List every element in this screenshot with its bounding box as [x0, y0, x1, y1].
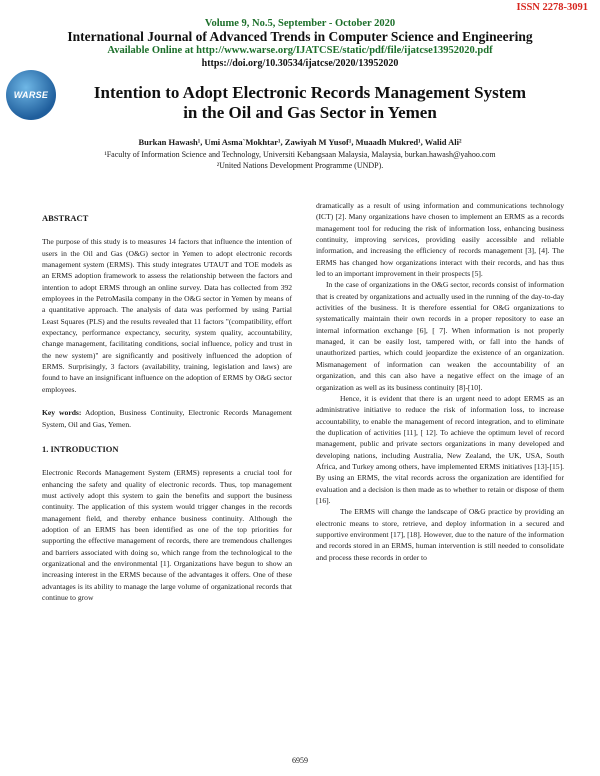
introduction-text: Electronic Records Management System (ERMS) represents a crucial tool for enhancing the safety and quality of electronic records. Thus, top management must actively adopt this system to gain the benefits and support the business continuity. The application of this system would trigger changes in the records management field, and thereby enhance business continuity. Although the adoption of an ERMS has been identified as one of the top priorities for supporting the effective management of records, there are tremendous challenges and barriers associated with doing so, which range from the technological to the organizational and the environmental [1]. Organizations have begun to show an increasing interest in the ERMS because of the advantages it offers. One of these advantages is its ability to manage the large volume of organizational records that continue to grow	[42, 468, 292, 602]
paragraph-3: Hence, it is evident that there is an urgent need to adopt ERMS as an administrative initiative to reduce the risk of information loss, to increase accountability, to enable the management of record integration, and to eliminate the duplication of activities [11], [ 12]. To achieve the optimum level of record management, public and private sectors organizations in many developed and developing nations, including Australia, New Zealand, the UK, USA, South Africa, and Turkey among others, have implemented ERMS initiatives [13]-[15]. By using an ERMS, the vital records across the organization are identified for evaluation and a decision is then made as to whether to retain or dispose of them [16].	[316, 393, 564, 505]
right-column	[316, 200, 564, 563]
affiliation-2: ²United Nations Development Programme (UNDP).	[216, 161, 384, 170]
keywords-text: Adoption, Business Continuity, Electronic Records Management System, Oil and Gas, Yemen.	[42, 408, 292, 429]
affiliation-1: ¹Faculty of Information Science and Technology, Universiti Kebangsaan Malaysia, Malaysia, burkan.hawash@yahoo.com	[104, 150, 496, 159]
logo-text: WARSE	[13, 90, 49, 100]
keywords	[42, 407, 292, 430]
title-line-1: Intention to Adopt Electronic Records Management System	[93, 83, 527, 102]
page-number: 6959	[292, 756, 308, 765]
abstract-heading: ABSTRACT	[42, 213, 89, 223]
author-list: Burkan Hawash¹, Umi Asma`Mokhtar¹, Zawiyah M Yusof¹, Muaadh Mukred¹, Walid Ali²	[138, 137, 462, 147]
available-online-link[interactable]: Available Online at http://www.warse.org/IJATCSE/static/pdf/file/ijatcse13952020.pdf	[107, 45, 493, 56]
volume-line: Volume 9, No.5, September - October 2020	[204, 18, 396, 29]
title-line-2: in the Oil and Gas Sector in Yemen	[183, 103, 437, 122]
journal-name: International Journal of Advanced Trends in Computer Science and Engineering	[67, 29, 533, 44]
left-column	[42, 213, 292, 603]
keywords-label: Key words:	[42, 408, 82, 418]
paragraph-2: In the case of organizations in the O&G sector, records consist of information that is created by organizations and actually used in the running of the day-to-day activities of the business. It is therefore essential for O&G organizations to systematically maintain their own records in a proper repository to ease an internal information exchange [6], [ 7]. When information is not properly managed, it can be easily lost, tampered with, or fall into the hands of unauthorized parties, which could jeopardize the existence of an organization. Mismanagement of information can weaken the accountability of an organization, and this can also have a negative effect on the image of an organization as well as its business continuity [8]-[10].	[316, 280, 564, 392]
issn-label: ISSN 2278-3091	[516, 2, 588, 13]
introduction-heading: 1. INTRODUCTION	[42, 443, 119, 454]
paragraph-1: dramatically as a result of using information and communications technology (ICT) [2]. Many organizations have chosen to implement an ERMS as a records management tool for reducing the risk of information loss, enhancing business continuity, improving services, providing easily accessible and reliable information, and increasing the efficiency of records management [3], [4]. The ERMS has changed how organizations interact with their records, and has thus led to an important improvement in their prospects [5].	[316, 201, 564, 279]
paper-title	[40, 83, 580, 123]
doi-link[interactable]: https://doi.org/10.30534/ijatcse/2020/13952020	[201, 58, 399, 69]
paragraph-4: The ERMS will change the landscape of O&G practice by providing an electronic means to store, retrieve, and deploy information in a secured and supportive environment [17], [18]. However, due to the nature of the information and records stored in an ERMS, human intervention is still needed to consolidate and process these records in order to	[316, 507, 564, 562]
abstract-text: The purpose of this study is to measures 14 factors that influence the intention of users in the Oil and Gas (O&G) sector in Yemen to adopt electronic records management system (ERMS). This study integrates UTAUT and TOE models as an ERMS adoption framework to assess the relationship between the factors and intention to adopt ERMS through an online survey. Data has collected from 392 employees in the PetroMasila company in the O&G sector in Yemen by means of a quantitative approach. The analysis of data was performed by using Partial Least Squares (PLS) and the results revealed that 11 factors "(compatibility, effort expectancy, performance expectancy, security, system quality, accountability, change management, facilitating conditions, social influence, policy and trust in the new system)" are significantly and positively influenced the adoption of ERMS. Surprisingly, 3 factors (availability, training, legislation and laws) are found to have an insignificant influence on the adoption of ERMS by O&G sector employees.	[42, 237, 292, 394]
